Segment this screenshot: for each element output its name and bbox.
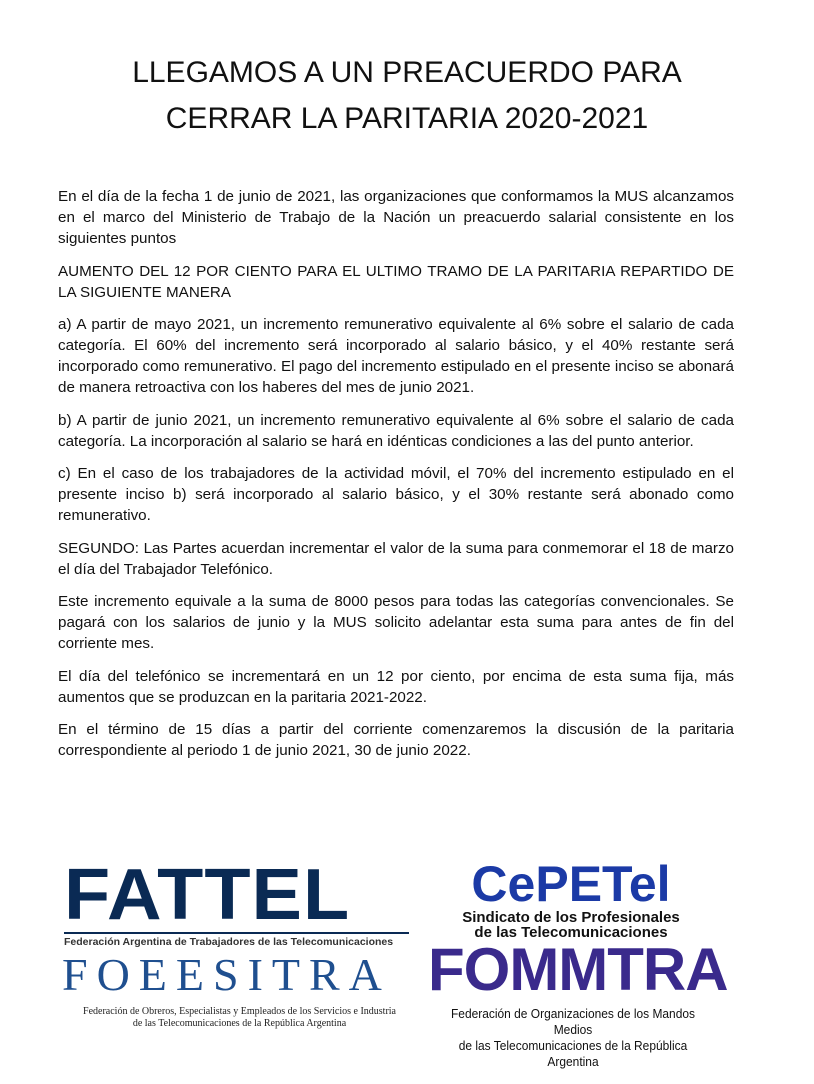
fattel-logo-name: FATTEL: [64, 855, 351, 935]
fommtra-logo-subtitle: [440, 1006, 707, 1070]
fattel-logo-subtitle: Federación Argentina de Trabajadores de las Telecomunicaciones: [64, 932, 409, 948]
paragraph-termino: En el término de 15 días a partir del corriente comenzaremos la discusión de la paritaria correspondiente al periodo 1 de junio 2021, 30 de junio 2022.: [58, 721, 734, 759]
paragraph-aumento: AUMENTO DEL 12 POR CIENTO PARA EL ULTIMO TRAMO DE LA PARITARIA REPARTIDO DE LA SIGUIENTE MANERA: [58, 262, 734, 301]
foeesitra-logo-subtitle: [62, 1006, 417, 1030]
document-title: [40, 50, 774, 142]
paragraph-item-a: a) A partir de mayo 2021, un incremento remunerativo equivalente al 6% sobre el salario de cada categoría. El 60% del incremento será incorporado al salario básico, y el 40% restante será incorporado como remunerativo. El pago del incremento estipulado en el presente inciso se abonará de manera retroactiva con los haberes del mes de junio 2021.: [58, 316, 734, 396]
foeesitra-subtitle-line-1: Federación de Obreros, Especialistas y Empleados de los Servicios e Industria: [83, 1006, 396, 1017]
cepetel-subtitle-line-2: de las Telecomunicaciones: [474, 924, 668, 941]
document-body: [58, 186, 734, 773]
cepetel-subtitle-line-1: Sindicato de los Profesionales: [462, 909, 680, 926]
cepetel-logo-name: CePETel: [471, 856, 671, 912]
fattel-logo: [64, 855, 409, 948]
cepetel-logo: [424, 858, 718, 940]
fommtra-logo-name: FOMMTRA: [428, 936, 728, 1003]
title-line-2: CERRAR LA PARITARIA 2020-2021: [165, 102, 649, 135]
paragraph-item-b: b) A partir de junio 2021, un incremento remunerativo equivalente al 6% sobre el salario de cada categoría. La incorporación al salario se hará en idénticas condiciones a las del punto anterior.: [58, 411, 734, 450]
paragraph-intro: En el día de la fecha 1 de junio de 2021, las organizaciones que conformamos la MUS alcanzamos en el marco del Ministerio de Trabajo de la Nación un preacuerdo salarial consistente en los siguientes puntos: [58, 188, 734, 247]
fommtra-logo: [428, 936, 728, 1070]
foeesitra-logo: [62, 950, 417, 1030]
paragraph-dia-telefonico: El día del telefónico se incrementará en un 12 por ciento, por encima de esta suma fija, más aumentos que se produzcan en la paritaria 2021-2022.: [58, 667, 734, 706]
paragraph-suma: Este incremento equivale a la suma de 8000 pesos para todas las categorías convencionales. Se pagará con los salarios de junio y la MUS solicito adelantar esta suma para antes de fin del corriente mes.: [58, 593, 734, 652]
paragraph-segundo: SEGUNDO: Las Partes acuerdan incrementar el valor de la suma para conmemorar el 18 de marzo el día del Trabajador Telefónico.: [58, 539, 734, 578]
fommtra-subtitle-line-2: de las Telecomunicaciones de la República Argentina: [458, 1038, 688, 1069]
fommtra-subtitle-line-1: Federación de Organizaciones de los Mandos Medios: [450, 1006, 696, 1037]
foeesitra-logo-name: FOEESITRA: [62, 949, 391, 1000]
title-line-1: LLEGAMOS A UN PREACUERDO PARA: [132, 56, 682, 89]
paragraph-item-c: c) En el caso de los trabajadores de la actividad móvil, el 70% del incremento estipulado en el presente inciso b) será incorporado al salario básico, y el 30% restante será abonado como remunerativo.: [58, 465, 734, 524]
foeesitra-subtitle-line-2: de las Telecomunicaciones de la República Argentina: [132, 1018, 347, 1029]
